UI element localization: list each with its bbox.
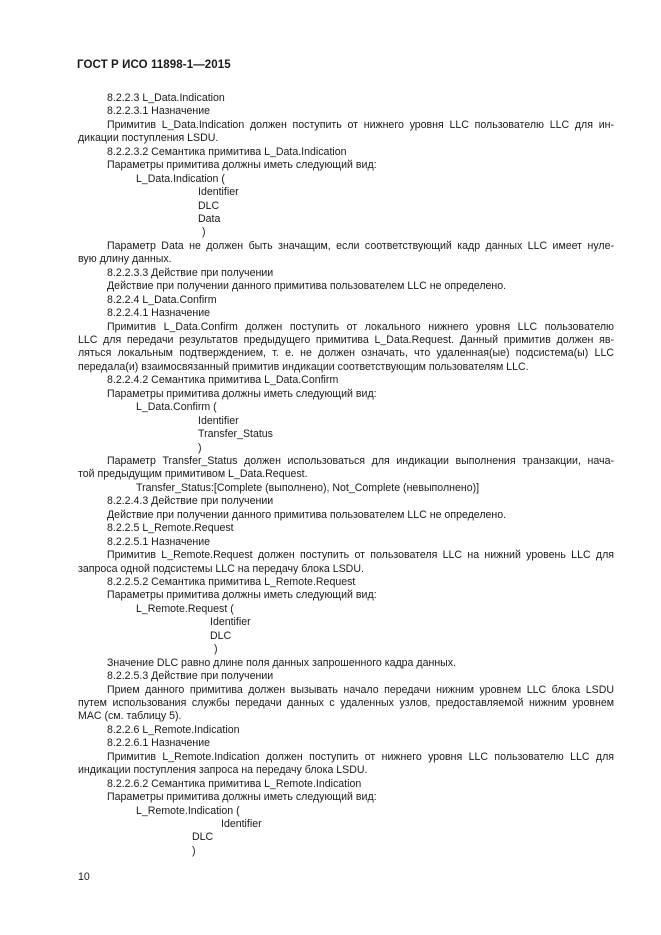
paragraph-line: Примитив L_Data.Indication должен поступить от нижнего уровня LLC пользователю LLC для ин- xyxy=(107,119,614,131)
code-line: DLC xyxy=(198,200,220,212)
paragraph-line: запроса одной подсистемы LLC на передачу блока LSDU. xyxy=(78,563,364,575)
paragraph-line: той предыдущим примитивом L_Data.Request. xyxy=(78,468,308,480)
subsection-heading: 8.2.2.6.2 Семантика примитива L_Remote.Indication xyxy=(107,778,362,790)
section-heading: 8.2.2.3 L_Data.Indication xyxy=(107,92,225,104)
paragraph-line: Примитив L_Remote.Request должен поступить от пользователя LLC на нижний уровень LLC для xyxy=(107,549,614,561)
code-line: Transfer_Status xyxy=(198,428,273,440)
code-line: Identifier xyxy=(221,818,262,830)
code-line: ) xyxy=(214,643,218,655)
subsection-heading: 8.2.2.4.2 Семантика примитива L_Data.Confirm xyxy=(107,374,339,386)
code-line: Transfer_Status:[Complete (выполнено), Not_Complete (невыполнено)] xyxy=(136,482,480,494)
paragraph-line: Действие при получении данного примитива пользователем LLC не определено. xyxy=(107,509,507,521)
subsection-heading: 8.2.2.6.1 Назначение xyxy=(107,737,211,749)
subsection-heading: 8.2.2.5.1 Назначение xyxy=(107,536,211,548)
paragraph-line: ляться локальным подтверждением, т. е. не должен означать, что удаленная(ые) подсистема(ы) LLC xyxy=(78,347,614,359)
code-line: ) xyxy=(202,226,206,238)
code-line: L_Remote.Indication ( xyxy=(136,805,240,817)
paragraph-line: Прием данного примитива должен вызывать начало передачи нижним уровнем LLC блока LSDU xyxy=(107,684,614,696)
paragraph-line: передала(и) взаимосвязанный примитив индикации соответствующим пользователям LLC. xyxy=(78,361,529,373)
subsection-heading: 8.2.2.4.1 Назначение xyxy=(107,307,211,319)
code-line: L_Remote.Request ( xyxy=(136,603,234,615)
section-heading: 8.2.2.6 L_Remote.Indication xyxy=(107,724,240,736)
code-line: DLC xyxy=(192,831,214,843)
code-line: L_Data.Confirm ( xyxy=(136,401,217,413)
code-line: DLC xyxy=(210,630,232,642)
subsection-heading: 8.2.2.3.3 Действие при получении xyxy=(107,267,274,279)
code-line: ) xyxy=(198,442,202,454)
paragraph-line: Значение DLC равно длине поля данных запрошенного кадра данных. xyxy=(107,657,457,669)
page-header: ГОСТ Р ИСО 11898-1—2015 xyxy=(77,59,231,71)
subsection-heading: 8.2.2.4.3 Действие при получении xyxy=(107,495,274,507)
code-line: Identifier xyxy=(210,616,251,628)
paragraph-line: Действие при получении данного примитива пользователем LLC не определено. xyxy=(107,280,507,292)
subsection-heading: 8.2.2.5.3 Действие при получении xyxy=(107,670,274,682)
code-line: Identifier xyxy=(198,186,239,198)
section-heading: 8.2.2.5 L_Remote.Request xyxy=(107,522,234,534)
code-line: Identifier xyxy=(198,415,239,427)
paragraph-line: Примитив L_Remote.Indication должен поступить от нижнего уровня LLC пользователю LLC для xyxy=(107,751,614,763)
paragraph-line: Параметры примитива должны иметь следующий вид: xyxy=(107,791,377,803)
paragraph-line: дикации поступления LSDU. xyxy=(78,132,219,144)
paragraph-line: Параметры примитива должны иметь следующий вид: xyxy=(107,388,377,400)
paragraph-line: MAC (см. таблицу 5). xyxy=(78,710,182,722)
paragraph-line: индикации поступления запроса на передачу блока LSDU. xyxy=(78,764,368,776)
subsection-heading: 8.2.2.3.2 Семантика примитива L_Data.Indication xyxy=(107,146,347,158)
section-heading: 8.2.2.4 L_Data.Confirm xyxy=(107,294,217,306)
paragraph-line: вую длину данных. xyxy=(78,253,172,265)
paragraph-line: путем использования службы передачи данных с удаленных узлов, предоставляемой нижним уровнем xyxy=(78,697,614,709)
paragraph-line: Параметр Transfer_Status должен использоваться для индикации выполнения транзакции, нача- xyxy=(107,455,614,467)
page-number: 10 xyxy=(78,871,90,883)
code-line: L_Data.Indication ( xyxy=(136,173,225,185)
paragraph-line: Параметры примитива должны иметь следующий вид: xyxy=(107,159,377,171)
subsection-heading: 8.2.2.3.1 Назначение xyxy=(107,105,211,117)
subsection-heading: 8.2.2.5.2 Семантика примитива L_Remote.Request xyxy=(107,576,356,588)
code-line: ) xyxy=(192,845,196,857)
paragraph-line: Примитив L_Data.Confirm должен поступить от локального нижнего уровня LLC пользователю xyxy=(107,321,614,333)
paragraph-line: Параметр Data не должен быть значащим, если соответствующий кадр данных LLC имеет нуле- xyxy=(107,240,614,252)
paragraph-line: LLC для передачи результатов предыдущего примитива L_Data.Request. Данный примитив должен яв- xyxy=(78,334,614,346)
code-line: Data xyxy=(198,213,221,225)
paragraph-line: Параметры примитива должны иметь следующий вид: xyxy=(107,589,377,601)
